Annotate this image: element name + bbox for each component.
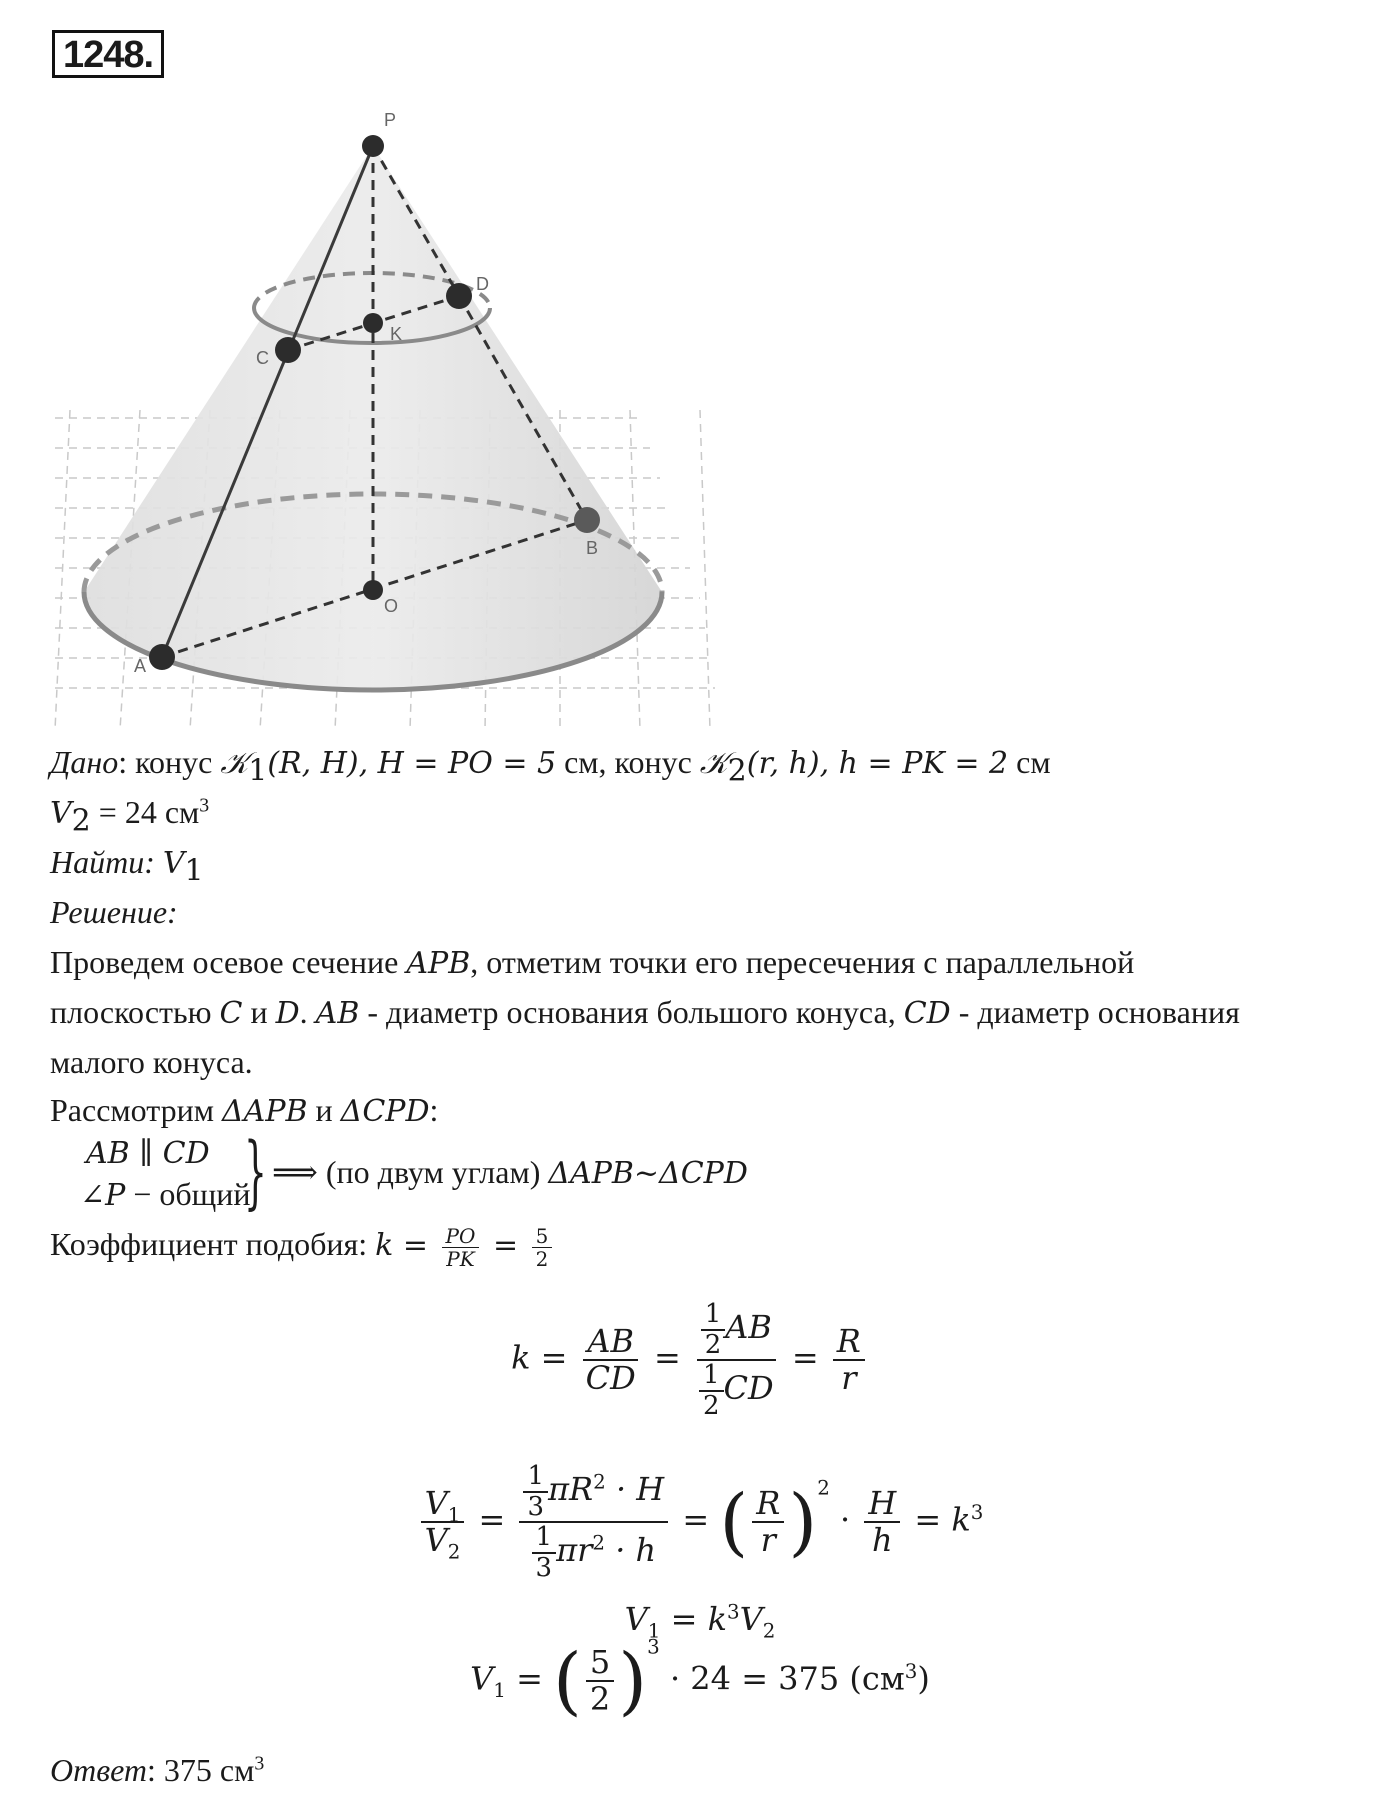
- label-c: C: [256, 348, 269, 368]
- solution-paragraph-2: плоскостью C и D. AB - диаметр основания большого конуса, CD - диаметр основания: [50, 994, 1240, 1031]
- problem-number: 1248.: [52, 30, 164, 78]
- point-a: [149, 644, 175, 670]
- label-d: D: [476, 274, 489, 294]
- cone-figure: [0, 0, 720, 740]
- answer-value: : 375 см: [147, 1752, 255, 1788]
- formula-v1-expression: $V_1 = k^3V_2$: [624, 1600, 776, 1643]
- formula-volume-ratio: $\frac{V_1}{V_2}$ = $\frac{1}{3}$ $\pi R^2 \cdot H$ $\frac{1}{3}$ $\pi r^2 \cdot h$ = ( $\frac{R}{r}$ )$^2$ · $\frac{H}{h}$ = $k^3$: [0, 1462, 1400, 1582]
- formula-ratio-k: k = $\frac{AB}{CD}$ = $\frac{1}{2}$ AB $\frac{1}{2}$ CD = $\frac{R}{r}$: [0, 1300, 1390, 1420]
- answer-line: Ответ: 375 $см^3$: [50, 1752, 265, 1788]
- solution-label: Решение:: [50, 894, 178, 930]
- curly-brace: }: [244, 1125, 267, 1218]
- point-o: [363, 580, 383, 600]
- label-p: P: [384, 110, 397, 130]
- point-k: [363, 313, 383, 333]
- similarity-conditions: AB ∥ CD ∠P − общий: [80, 1136, 251, 1213]
- solution-paragraph-4: Рассмотрим ΔAPB и ΔCPD:: [50, 1092, 439, 1129]
- given-line-1: Дано: конус 𝒦$_1$(R, H), H = PO = 5 см, конус 𝒦$_2$(r, h), h = PK = 2 см: [50, 744, 1051, 789]
- answer-label: Ответ: [50, 1752, 147, 1788]
- given-label: Дано: [50, 744, 119, 780]
- similarity-result: ⟹ (по двум углам) ΔAPB~ΔCPD: [272, 1154, 748, 1191]
- label-a: A: [134, 656, 147, 676]
- label-k: K: [390, 324, 403, 344]
- solution-paragraph-3: малого конуса.: [50, 1044, 253, 1080]
- label-o: O: [384, 596, 399, 616]
- point-c: [275, 337, 301, 363]
- find-line: Найти: $V_1$: [50, 844, 204, 889]
- given-line-2: $V_2 = 24$ $см^3$: [50, 794, 210, 839]
- point-d: [446, 283, 472, 309]
- find-label: Найти:: [50, 844, 155, 880]
- point-p: [362, 135, 384, 157]
- label-b: B: [586, 538, 599, 558]
- similarity-coefficient: Коэффициент подобия: k = $\frac{PO}{PK}$ = $\frac{5}{2}$: [50, 1224, 556, 1270]
- formula-v1-result: $V_1$ = ( $\frac{5}{2}$ )$^3$ · 24 = 375 $(см^3)$: [470, 1635, 930, 1724]
- solution-paragraph-1: Проведем осевое сечение APB, отметим точки его пересечения с параллельной: [50, 944, 1135, 981]
- point-b: [574, 507, 600, 533]
